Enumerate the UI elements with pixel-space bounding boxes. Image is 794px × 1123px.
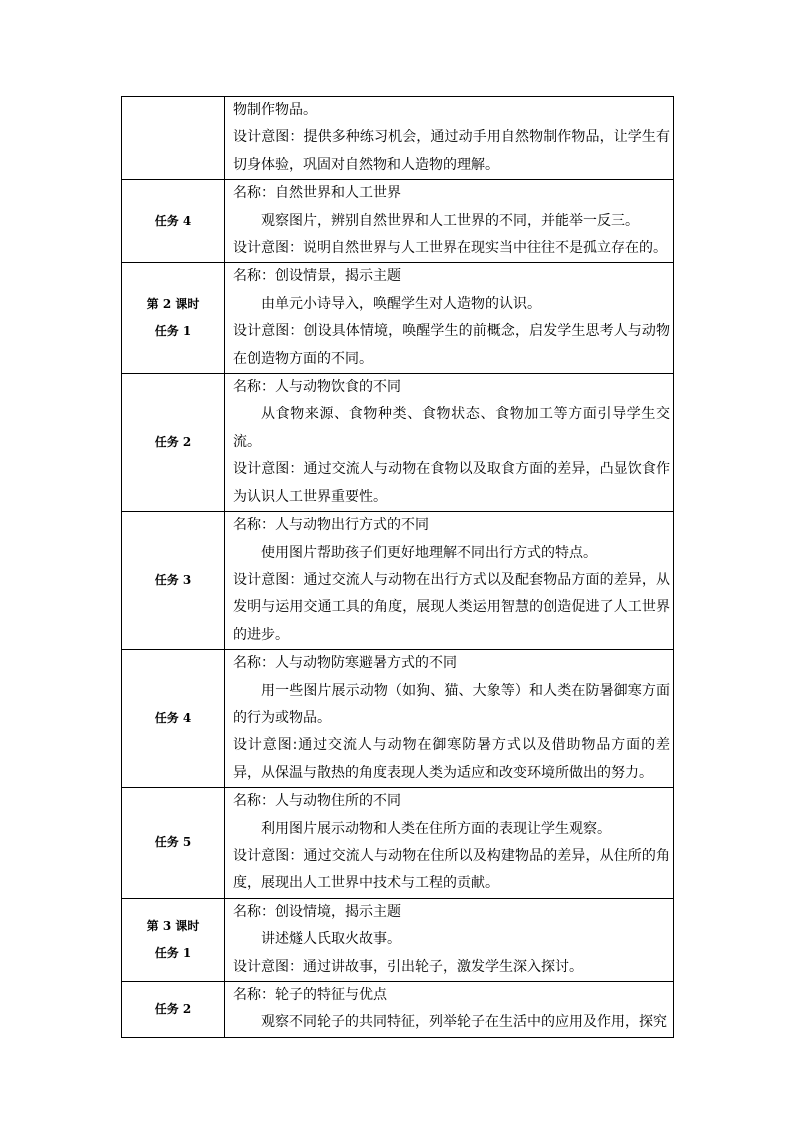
table-row [122, 982, 674, 1038]
task-label-cell [122, 374, 225, 512]
task-paragraph: 设计意图：创设具体情境，唤醒学生的前概念，启发学生思考人与动物在创造物方面的不同。 [233, 323, 670, 367]
lesson-plan-table-body [122, 97, 674, 1038]
task-content-cell [225, 97, 674, 180]
task-paragraph: 观察图片，辨别自然世界和人工世界的不同，并能举一反三。 [261, 212, 639, 229]
task-paragraph: 名称：人与动物饮食的不同 [233, 379, 401, 396]
task-paragraph: 设计意图：说明自然世界与人工世界在现实当中往往不是孤立存在的。 [233, 240, 667, 257]
task-paragraph: 名称：创设情境，揭示主题 [233, 903, 401, 920]
task-paragraph: 从食物来源、食物种类、食物状态、食物加工等方面引导学生交流。 [233, 406, 670, 450]
table-row [122, 512, 674, 650]
task-content-cell [225, 788, 674, 899]
task-content-cell [225, 374, 674, 512]
lesson-period-label: 第 3 课时 [146, 918, 200, 933]
task-paragraph: 设计意图：通过交流人与动物在食物以及取食方面的差异，凸显饮食作为认识人工世界重要性。 [233, 461, 670, 505]
task-label: 任务 4 [154, 213, 192, 228]
task-paragraph: 由单元小诗导入，唤醒学生对人造物的认识。 [261, 295, 541, 312]
task-label: 任务 1 [154, 324, 192, 339]
table-row [122, 898, 674, 981]
task-content-cell [225, 263, 674, 374]
task-content-cell [225, 650, 674, 788]
task-paragraph: 名称：轮子的特征与优点 [233, 987, 387, 1003]
task-paragraph: 物制作物品。 [233, 102, 317, 118]
task-paragraph: 设计意图：提供多种练习机会，通过动手用自然物制作物品，让学生有切身体验，巩固对自然物和人造物的理解。 [233, 129, 670, 173]
task-paragraph: 名称：人与动物住所的不同 [233, 793, 401, 810]
task-label: 任务 2 [154, 1001, 192, 1016]
table-row [122, 180, 674, 263]
table-row [122, 263, 674, 374]
task-label-cell [122, 788, 225, 899]
task-label: 任务 1 [154, 945, 192, 960]
lesson-plan-table [121, 96, 674, 1038]
task-label-cell [122, 512, 225, 650]
task-paragraph: 名称：自然世界和人工世界 [233, 185, 401, 202]
table-row [122, 788, 674, 899]
task-label-cell [122, 180, 225, 263]
task-content-cell [225, 982, 674, 1038]
task-label-cell [122, 97, 225, 180]
task-paragraph: 设计意图：通过讲故事，引出轮子，激发学生深入探讨。 [233, 958, 583, 975]
task-label-cell [122, 898, 225, 981]
table-row [122, 374, 674, 512]
task-label-cell [122, 263, 225, 374]
task-paragraph: 名称：人与动物防寒避暑方式的不同 [233, 655, 457, 672]
task-label: 任务 4 [154, 711, 192, 726]
task-label-cell [122, 650, 225, 788]
task-content-cell [225, 180, 674, 263]
task-paragraph: 名称：人与动物出行方式的不同 [233, 517, 429, 534]
task-paragraph: 设计意图:通过交流人与动物在御寒防暑方式以及借助物品方面的差异，从保温与散热的角度表现人类为适应和改变环境所做出的努力。 [233, 737, 670, 781]
task-label: 任务 3 [154, 573, 192, 588]
task-paragraph: 设计意图：通过交流人与动物在出行方式以及配套物品方面的差异，从发明与运用交通工具的角度，展现人类运用智慧的创造促进了人工世界的进步。 [233, 571, 670, 643]
lesson-period-label: 第 2 课时 [146, 297, 200, 312]
task-label: 任务 2 [154, 435, 192, 450]
task-paragraph: 讲述燧人氏取火故事。 [261, 931, 401, 948]
task-paragraph: 用一些图片展示动物（如狗、猫、大象等）和人类在防暑御寒方面的行为或物品。 [233, 682, 670, 726]
task-content-cell [225, 898, 674, 981]
task-label-cell [122, 982, 225, 1038]
task-content-cell [225, 512, 674, 650]
task-paragraph: 名称：创设情景，揭示主题 [233, 268, 401, 285]
task-paragraph: 利用图片展示动物和人类在住所方面的表现让学生观察。 [261, 820, 611, 837]
table-row [122, 650, 674, 788]
task-paragraph: 使用图片帮助孩子们更好地理解不同出行方式的特点。 [261, 544, 597, 561]
task-paragraph: 观察不同轮子的共同特征，列举轮子在生活中的应用及作用，探究 [261, 1014, 667, 1031]
task-label: 任务 5 [154, 835, 192, 850]
table-row [122, 97, 674, 180]
task-paragraph: 设计意图：通过交流人与动物在住所以及构建物品的差异，从住所的角度，展现出人工世界中技术与工程的贡献。 [233, 847, 670, 892]
